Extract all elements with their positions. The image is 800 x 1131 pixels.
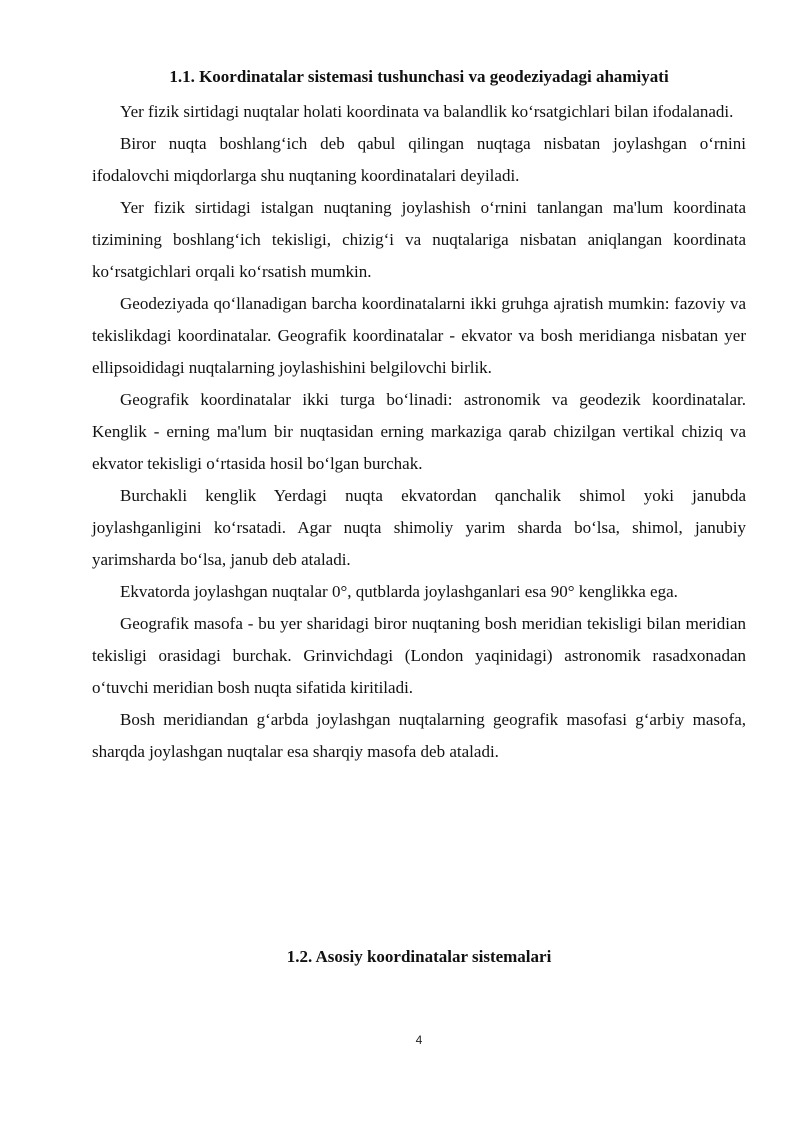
paragraph: Bosh meridiandan g‘arbda joylashgan nuqtalarning geografik masofasi g‘arbiy masofa, sharqda joylashgan nuqtalar esa sharqiy masofa deb ataladi.: [92, 710, 746, 761]
paragraph: Geografik koordinatalar ikki turga bo‘linadi: astronomik va geodezik koordinatalar. Kenglik - erning ma'lum bir nuqtasidan erning markaziga qarab chizilgan vertikal chiziq va ekvator tekisligi o‘rtasida hosil bo‘lgan burchak.: [92, 390, 746, 473]
paragraph: Yer fizik sirtidagi istalgan nuqtaning joylashish o‘rnini tanlangan ma'lum koordinata tizimining boshlang‘ich tekisligi, chizig‘i va nuqtalariga nisbatan aniqlangan koordinata ko‘rsatgichlari orqali ko‘rsatish mumkin.: [92, 198, 746, 281]
paragraph: Biror nuqta boshlang‘ich deb qabul qilingan nuqtaga nisbatan joylashgan o‘rnini ifodalovchi miqdorlarga shu nuqtaning koordinatalari deyiladi.: [92, 134, 746, 185]
paragraph: Geografik masofa - bu yer sharidagi biror nuqtaning bosh meridian tekisligi bilan meridian tekisligi orasidagi burchak. Grinvichdagi (London yaqinidagi) astronomik rasadxonadan o‘tuvchi meridian bosh nuqta sifatida kiritiladi.: [92, 614, 746, 697]
paragraph: Ekvatorda joylashgan nuqtalar 0°, qutblarda joylashganlari esa 90° kenglikka ega.: [120, 582, 678, 601]
section-heading: 1.1. Koordinatalar sistemasi tushunchasi va geodeziyadagi ahamiyati: [169, 67, 669, 86]
body-text: [92, 96, 746, 768]
paragraph: Yer fizik sirtidagi nuqtalar holati koordinata va balandlik ko‘rsatgichlari bilan ifodalanadi.: [120, 102, 734, 121]
section-heading: 1.2. Asosiy koordinatalar sistemalari: [286, 947, 552, 966]
paragraph: Burchakli kenglik Yerdagi nuqta ekvatordan qanchalik shimol yoki janubda joylashganligini ko‘rsatadi. Agar nuqta shimoliy yarim sharda bo‘lsa, shimol, janubiy yarimsharda bo‘lsa, janub deb ataladi.: [92, 486, 746, 569]
paragraph: Geodeziyada qo‘llanadigan barcha koordinatalarni ikki gruhga ajratish mumkin: fazoviy va tekislikdagi koordinatalar. Geografik koordinatalar - ekvator va bosh meridianga nisbatan yer ellipsoididagi nuqtalarning joylashishini belgilovchi birlik.: [92, 294, 746, 377]
page-number: 4: [415, 1033, 423, 1047]
